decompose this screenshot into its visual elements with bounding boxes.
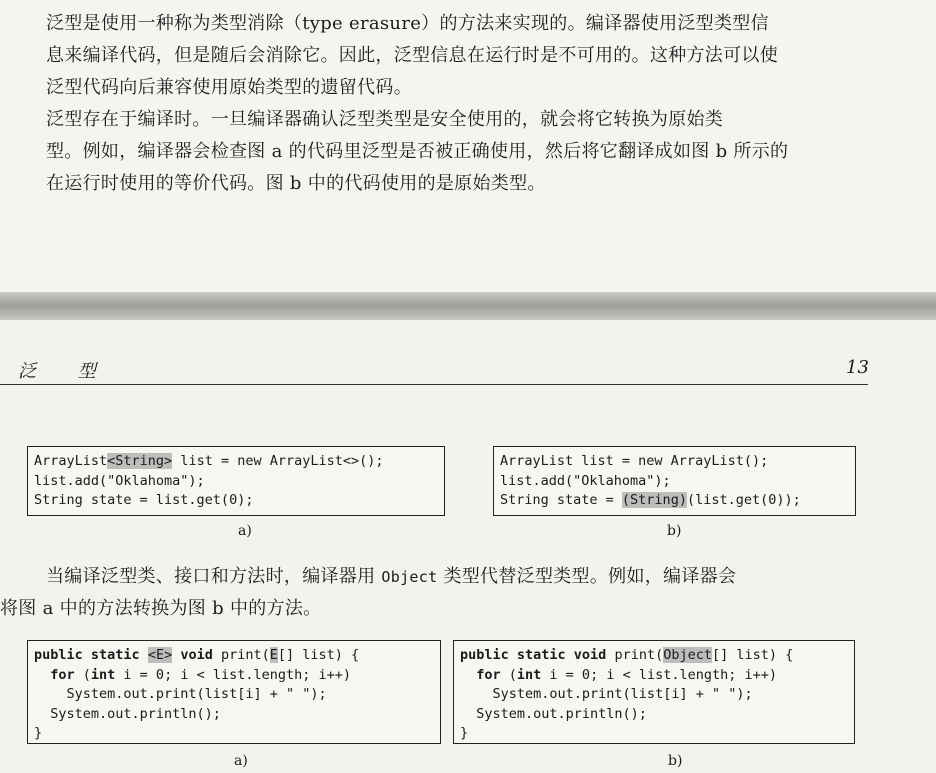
code-line: System.out.print(list[i] + " ");: [460, 686, 753, 702]
code-line: }: [34, 725, 43, 741]
text-line: 泛型存在于编译时。一旦编译器确认泛型类型是安全使用的，就会将它转换为原始类: [46, 109, 724, 130]
header-rule: [0, 384, 868, 385]
code-line: System.out.print(list[i] + " ");: [34, 686, 327, 702]
paragraph-object-line1: [46, 561, 926, 593]
code-figure-1a: [27, 446, 445, 516]
text-line: 型。例如，编译器会检查图 a 的代码里泛型是否被正确使用，然后将它翻译成如图 b 所示的: [46, 141, 789, 162]
code-token: i = 0; i < list.length; i++): [541, 666, 777, 683]
text-token: 当编译泛型类、接口和方法时，编译器用: [46, 566, 382, 587]
code-line: [34, 646, 434, 666]
code-keyword: int: [516, 666, 542, 683]
code-figure-2a: [27, 640, 441, 744]
code-line: }: [460, 725, 469, 741]
code-token: [] list) {: [712, 647, 794, 663]
code-token: [] list) {: [277, 647, 360, 663]
code-highlight: E: [269, 647, 278, 663]
code-line: [460, 666, 848, 686]
running-title: 泛 型: [18, 361, 114, 382]
code-token: i = 0; i < list.length; i++): [115, 666, 351, 683]
code-line: [500, 491, 849, 511]
code-highlight: (String): [621, 492, 687, 508]
code-token: (list.get(0));: [686, 492, 801, 508]
code-token: list = new ArrayList<>();: [172, 453, 384, 469]
code-token: print(: [606, 647, 664, 663]
text-line: 息来编译代码，但是随后会消除它。因此，泛型信息在运行时是不可用的。这种方法可以使: [46, 45, 778, 66]
text-token: 类型代替泛型类型。例如，编译器会: [437, 566, 737, 587]
code-line: list.add("Oklahoma");: [34, 472, 205, 489]
inline-code: Object: [381, 568, 438, 586]
page-number: 13: [846, 357, 869, 378]
code-line: System.out.println();: [460, 705, 647, 722]
code-line: ArrayList list = new ArrayList();: [500, 453, 769, 469]
paragraph-object-line2: 将图 a 中的方法转换为图 b 中的方法。: [0, 598, 322, 619]
text-line: 泛型代码向后兼容使用原始类型的遗留代码。: [46, 77, 412, 98]
paragraph-compile-time: [46, 104, 924, 200]
code-token: ArrayList: [34, 453, 108, 469]
figure-caption: b): [668, 753, 683, 769]
code-highlight: <E>: [147, 647, 173, 663]
figure-caption: a): [238, 523, 252, 539]
code-figure-1b: [493, 446, 856, 516]
code-highlight: <String>: [107, 453, 173, 469]
code-line: [34, 452, 438, 472]
page-gap: [0, 292, 936, 320]
code-token: (: [500, 666, 517, 683]
code-line: System.out.println();: [34, 705, 221, 722]
code-token: [140, 647, 148, 663]
code-line: list.add("Oklahoma");: [500, 472, 671, 489]
text-line: 泛型是使用一种称为类型消除（type erasure）的方法来实现的。编译器使用泛型类型信: [46, 13, 769, 34]
code-token: (: [74, 666, 91, 683]
code-keyword: public static void: [460, 647, 607, 663]
figure-caption: a): [234, 753, 248, 769]
code-token: String state =: [500, 492, 622, 508]
code-token: print(: [212, 647, 270, 663]
code-line: String state = list.get(0);: [34, 492, 254, 508]
code-keyword: public static: [34, 647, 140, 663]
figure-caption: b): [667, 523, 682, 539]
code-line: [460, 646, 848, 666]
code-figure-2b: [453, 640, 855, 744]
code-keyword: for: [460, 666, 501, 683]
text-line: 在运行时使用的等价代码。图 b 中的代码使用的是原始类型。: [46, 173, 546, 194]
paragraph-type-erasure: [46, 8, 924, 104]
code-keyword: for: [34, 666, 75, 683]
code-keyword: void: [172, 647, 213, 663]
code-keyword: int: [90, 666, 116, 683]
code-highlight: Object: [663, 647, 712, 663]
code-line: [34, 666, 434, 686]
